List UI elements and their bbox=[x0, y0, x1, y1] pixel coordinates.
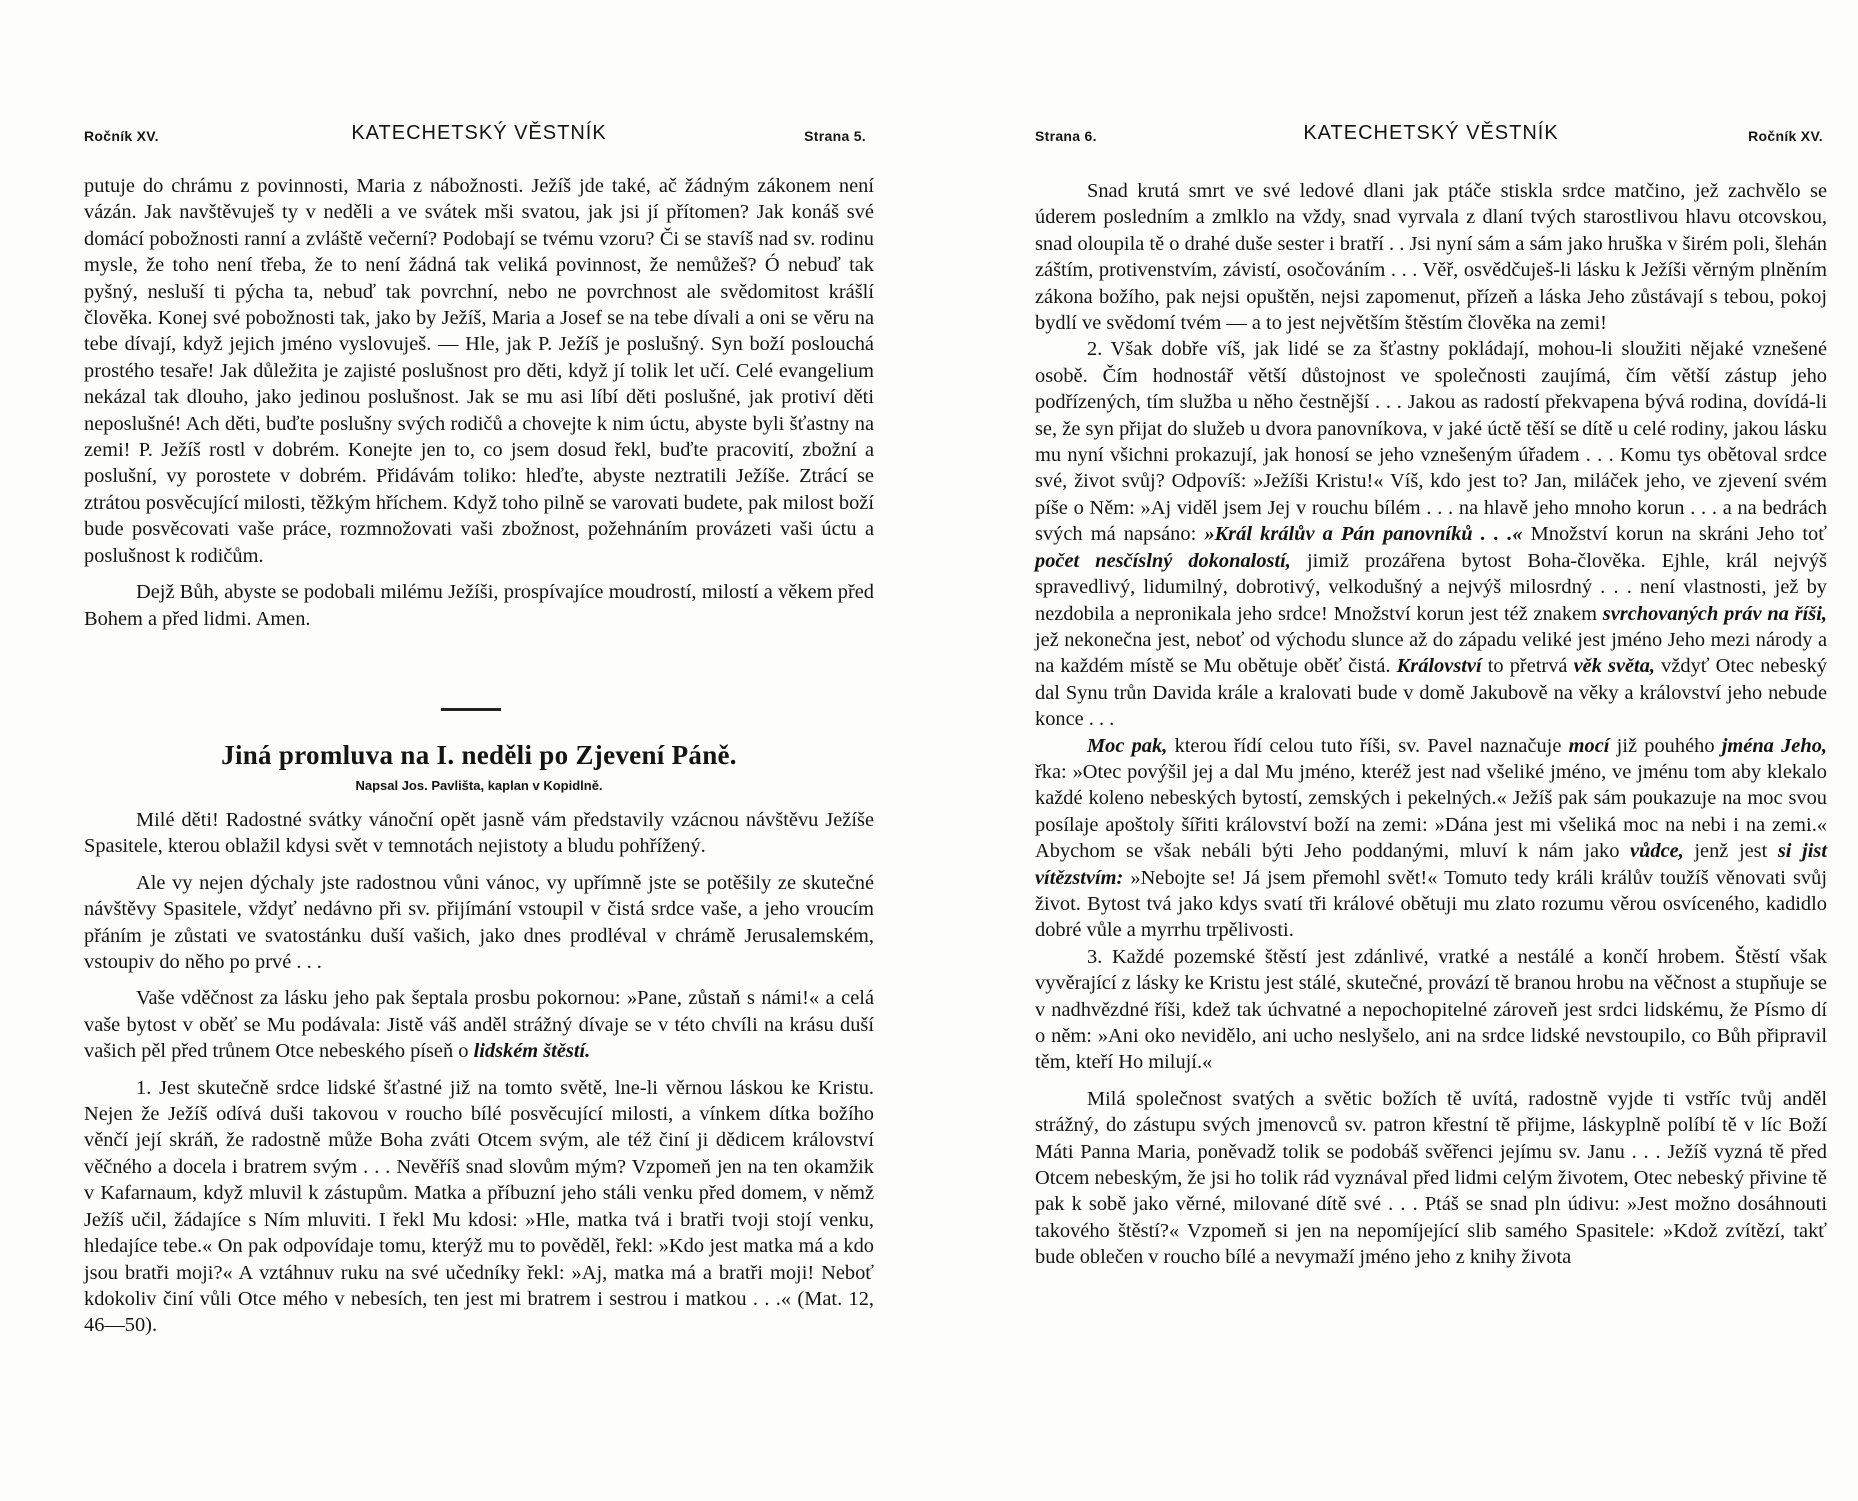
volume-label: Ročník XV. bbox=[1748, 128, 1823, 144]
emphasis: mocí bbox=[1568, 734, 1610, 757]
paragraph: Snad krutá smrt ve své ledové dlani jak ptáče stiskla srdce matčino, jež zachvělo se úderem posledním a zmlklo na vždy, snad vyrvala z dlaní tvých starostlivou hlavu otcovskou, snad oloupila tě o drahé duše sester i bratří . . Jsi nyní sám a sám jako hruška v širém poli, šlehán záštím, protivenstvím, závistí, osočováním . . . Věř, osvědčuješ-li lásku k Ježíši věrným plněním zákona božího, pak nejsi opuštěn, nejsi zapomenut, přízeň a láska Jeho zůstávají s tebou, pokoj bydlí ve svědomí tvém — a to jest největším štěstím člověka na zemi! bbox=[1035, 180, 1827, 335]
left-page bbox=[84, 0, 874, 1501]
paragraph bbox=[84, 985, 874, 1064]
emphasis: Moc pak, bbox=[1087, 734, 1168, 757]
section-divider bbox=[441, 708, 501, 711]
paragraph: putuje do chrámu z povinnosti, Maria z nábožnosti. Ježíš jde také, ač žádným zákonem není vázán. Jak navštěvuješ ty v neděli a ve svátek mši svatou, jak jsi jí přítomen? Jak konáš své domácí pobožnosti ranní a zvláště večerní? Podobají se tvému vzoru? Či se stavíš nad sv. rodinu mysle, že toho není třeba, že to není žádná tak veliká povinnost, že nemůžeš? Ó nebuď tak pyšný, nesluší ti pýcha ta, nebuď tak povrchní, nebo ne povrchnost ale svědomitost krášlí člověka. Konej své pobožnosti tak, jako by Ježíš, Maria a Josef se na tebe dívali a oni se věru na tebe dívají, když jejich jméno vyslovuješ. — Hle, jak P. Ježíš je poslušný. Syn boží poslouchá prostého tesaře! Jak důležita je zajisté poslušnost pro děti, když jí tolik let učí. Celé evangelium nekázal tak dlouho, jako jedinou poslušnost. Jak se mu asi líbí děti poslušné, jak protiví děti neposlušné! Ach děti, buďte poslušny svých rodičů a chovejte k nim úctu, abyste byli šťastny na zemi! P. Ježíš rostl v dobrém. Konejte jen to, co jsem dosud řekl, buďte pracovití, zbožní a poslušní, vy porostete v dobrém. Přidávám toliko: hleďte, abyste neztratili Ježíše. Ztrácí se ztrátou posvěcující milosti, těžkým hříchem. Když toho pilně se varovati budete, pak milost boží bude posvěcovati vaše práce, rozmnožovati vaši zbožnost, požehnáním provázeti vaši úctu a poslušnost k rodičům. bbox=[84, 175, 874, 567]
article-body bbox=[84, 807, 874, 1339]
emphasis: Království bbox=[1396, 655, 1482, 678]
text-run: jež nekonečna jest, neboť od východu slunce až do západu veliké jest jméno Jeho mezi národy a na každém místě se Mu obětuje oběť čistá. bbox=[1035, 628, 1827, 678]
paragraph: Milá společnost svatých a světic božích tě uvítá, radostně vyjde ti vstříc tvůj anděl strážný, do zástupu svých jmenovců sv. patron křestní tě přijme, láskyplně políbí tě v líc Boží Máti Panna Maria, poněvadž tolik se podobáš svěřenci jejímu sv. Janu . . . Ježíš vyzná tě před Otcem nebeským, že jsi ho tolik rád vyznával před lidmi celým životem, Otec nebeský přivine tě pak k sobě jako věrné, milované dítě své . . . Ptáš se snad pln údivu: »Jest možno dosáhnouti takového štěstí?« Vzpomeň si jen na nepomíjející slib samého Spasitele: »Kdož zvítězí, takť bude oblečen v roucho bílé a nevymaží jméno jeho z knihy života bbox=[1035, 1087, 1827, 1269]
text-run: vždyť Otec nebeský dal Synu trůn Davida krále a kralovati bude v domě Jakubově na věky a království jeho nebude konce . . . bbox=[1035, 655, 1828, 731]
article-byline: Napsal Jos. Pavlišta, kaplan v Kopidlně. bbox=[355, 778, 603, 793]
emphasis: věk světa, bbox=[1573, 655, 1656, 678]
paragraph bbox=[1035, 336, 1827, 732]
emphasis: lidském štěstí. bbox=[473, 1040, 591, 1063]
right-page-header bbox=[1035, 122, 1827, 146]
text-run: řka: »Otec povýšil jej a dal Mu jméno, kteréž jest nad všeliké jméno, ve jménu tom aby klekalo každé koleno nebeských bytostí, zemských i pekelných.« Ježíš pak sám poukazuje na moc svou posílaje apoštoly šířiti království boží na zemi: »Dána jest mi všeliká moc na nebi i na zemi.« Abychom se však nebáli býti Jeho poddanými, mluví k nám jako bbox=[1035, 760, 1827, 863]
text-run: jimiž prozářena bytost Boha-člověka. Ejhle, král nejvýš spravedlivý, lidumilný, dobrotivý, velkodušný a nejvýš milosrdný . . . není vlastnosti, jež by nezdobila a nepronikala jeho srdce! Množství korun jest též znakem bbox=[1035, 549, 1827, 625]
right-page-body bbox=[1035, 178, 1827, 1271]
article-title: Jiná promluva na I. neděli po Zjevení Páně. bbox=[221, 740, 737, 770]
emphasis: jména Jeho, bbox=[1721, 734, 1827, 757]
paragraph: Milé děti! Radostné svátky vánoční opět jasně vám představily vzácnou návštěvu Ježíše Spasitele, kterou oblažil kdysi svět v temnotách nejistoty a bludu pohřížený. bbox=[84, 809, 874, 858]
paragraph: Ale vy nejen dýchaly jste radostnou vůni vánoc, vy upřímně jste se potěšily ze skutečné návštěvy Spasitele, vždyť nedávno při sv. přijímání vstoupil v čistá srdce vaše, a jeho vroucím přáním je zůstati ve svatostánku duší vašich, jako dnes prodléval v chrámě Jerusalemském, vstoupiv do něho po prvé . . . bbox=[84, 871, 874, 974]
emphasis: počet nesčíslný dokonalostí, bbox=[1035, 549, 1291, 572]
paragraph bbox=[1035, 733, 1827, 944]
text-run: »Nebojte se! Já jsem přemohl svět!« Tomuto tedy králi králův toužíš věnovati svůj život. Bytost tvá jako kdys svatí tři králové obětuji mu zlato rozumu věrou osvíceného, kadidlo dobré vůle a myrrhu trpělivosti. bbox=[1035, 866, 1827, 942]
volume-label: Ročník XV. bbox=[84, 128, 159, 144]
text-run: kterou řídí celou tuto říši, sv. Pavel naznačuje bbox=[1174, 734, 1562, 757]
page-number: Strana 5. bbox=[804, 128, 866, 144]
left-page-header bbox=[84, 122, 874, 146]
journal-title: KATECHETSKÝ VĚSTNÍK bbox=[1303, 122, 1559, 144]
page-number: Strana 6. bbox=[1035, 128, 1097, 144]
paragraph: Dejž Bůh, abyste se podobali milému Ježíši, prospívajíce moudrostí, milostí a věkem před Bohem a před lidmi. Amen. bbox=[84, 581, 874, 630]
text-run: 2. Však dobře víš, jak lidé se za šťastny pokládají, mohou-li sloužiti nějaké vznešené osobě. Čím hodnostář větší důstojnost ve společnosti zaujímá, čím větší zástup jeho podřízených, tím služba u něho čestnější . . . Jakou as radostí překvapena bývá rodina, dovídá-li se, že syn přijat do služeb u dvora panovníkova, v jaké úctě těší se dítě u celé rodiny, jakou lásku mu nyní všichni prokazují, jak honosí se jeho vznešeným úřadem . . . Komu tys obětoval srdce své, život svůj? Odpovíš: »Ježíši Kristu!« Víš, kdo jest to? Jan, miláček jeho, ve zjevení svém píše o Něm: »Aj viděl jsem Jej v rouchu bílém . . . na hlavě jeho mnoho korun . . . a na bedrách svých má napsáno: bbox=[1035, 338, 1827, 546]
continued-sermon-text bbox=[84, 173, 874, 632]
journal-title: KATECHETSKÝ VĚSTNÍK bbox=[351, 122, 607, 144]
paragraph: 1. Jest skutečně srdce lidské šťastné již na tomto světě, lne-li věrnou láskou ke Kristu. Nejen že Ježíš odívá duši takovou v roucho bílé posvěcující milosti, a vínkem dítka božího věnčí její skráň, že radostně může Boha zváti Otcem svým, ale též činí ji dědicem království věčného a docela i bratrem svým . . . Nevěříš snad slovům mým? Vzpomeň jen na ten okamžik v Kafarnaum, když mluvil k zástupům. Matka a příbuzní jeho stáli venku před domem, v němž Ježíš učil, žádajíce s Ním mluviti. I řekl Mu kdosi: »Hle, matka tvá i bratři tvoji stojí venku, hledajíce tebe.« On pak odpovídaje tomu, kterýž mu to pověděl, řekl: »Kdo jest matka má a kdo jsou bratři moji?« A vztáhnuv ruku na své učedníky řekl: »Aj, matka má a bratři moji! Neboť kdokoliv činí vůli Otce mého v nebesích, ten jest mi bratrem i sestrou i matkou . . .« (Mat. 12, 46—50). bbox=[84, 1076, 874, 1337]
emphasis: vůdce, bbox=[1630, 840, 1684, 863]
text-run: jenž jest bbox=[1694, 840, 1768, 863]
emphasis: »Král králův a Pán panovníků . . .« bbox=[1204, 523, 1523, 546]
text-run: již pouhého bbox=[1616, 734, 1715, 757]
right-page bbox=[1035, 0, 1827, 1501]
paragraph: 3. Každé pozemské štěstí jest zdánlivé, vratké a nestálé a končí hrobem. Štěstí však vyvěrající z lásky ke Kristu jest stálé, skutečné, provází tě branou hrobu na věčnost a stupňuje se v nadhvězdné říši, kdež tak úchvatné a nepochopitelné zároveň jest srdci lidskému, že Písmo dí o něm: »Ani oko nevidělo, ani ucho neslyšelo, ani na srdce lidské nevstoupilo, co Bůh připravil těm, kteří Ho milují.« bbox=[1035, 945, 1827, 1074]
text-run: Množství korun na skráni Jeho toť bbox=[1530, 523, 1827, 546]
text-run: to přetrvá bbox=[1487, 655, 1568, 678]
emphasis: si jist vítězstvím: bbox=[1035, 840, 1827, 889]
emphasis: svrchovaných práv na říši, bbox=[1602, 602, 1827, 625]
paragraph-text: Vaše vděčnost za lásku jeho pak šeptala prosbu pokornou: »Pane, zůstaň s námi!« a celá vaše bytost v oběť se Mu podávala: Jistě váš anděl strážný dívaje se v této chvíli na krásu duší vašich pěl před trůnem Otce nebeského píseň o bbox=[84, 987, 874, 1063]
